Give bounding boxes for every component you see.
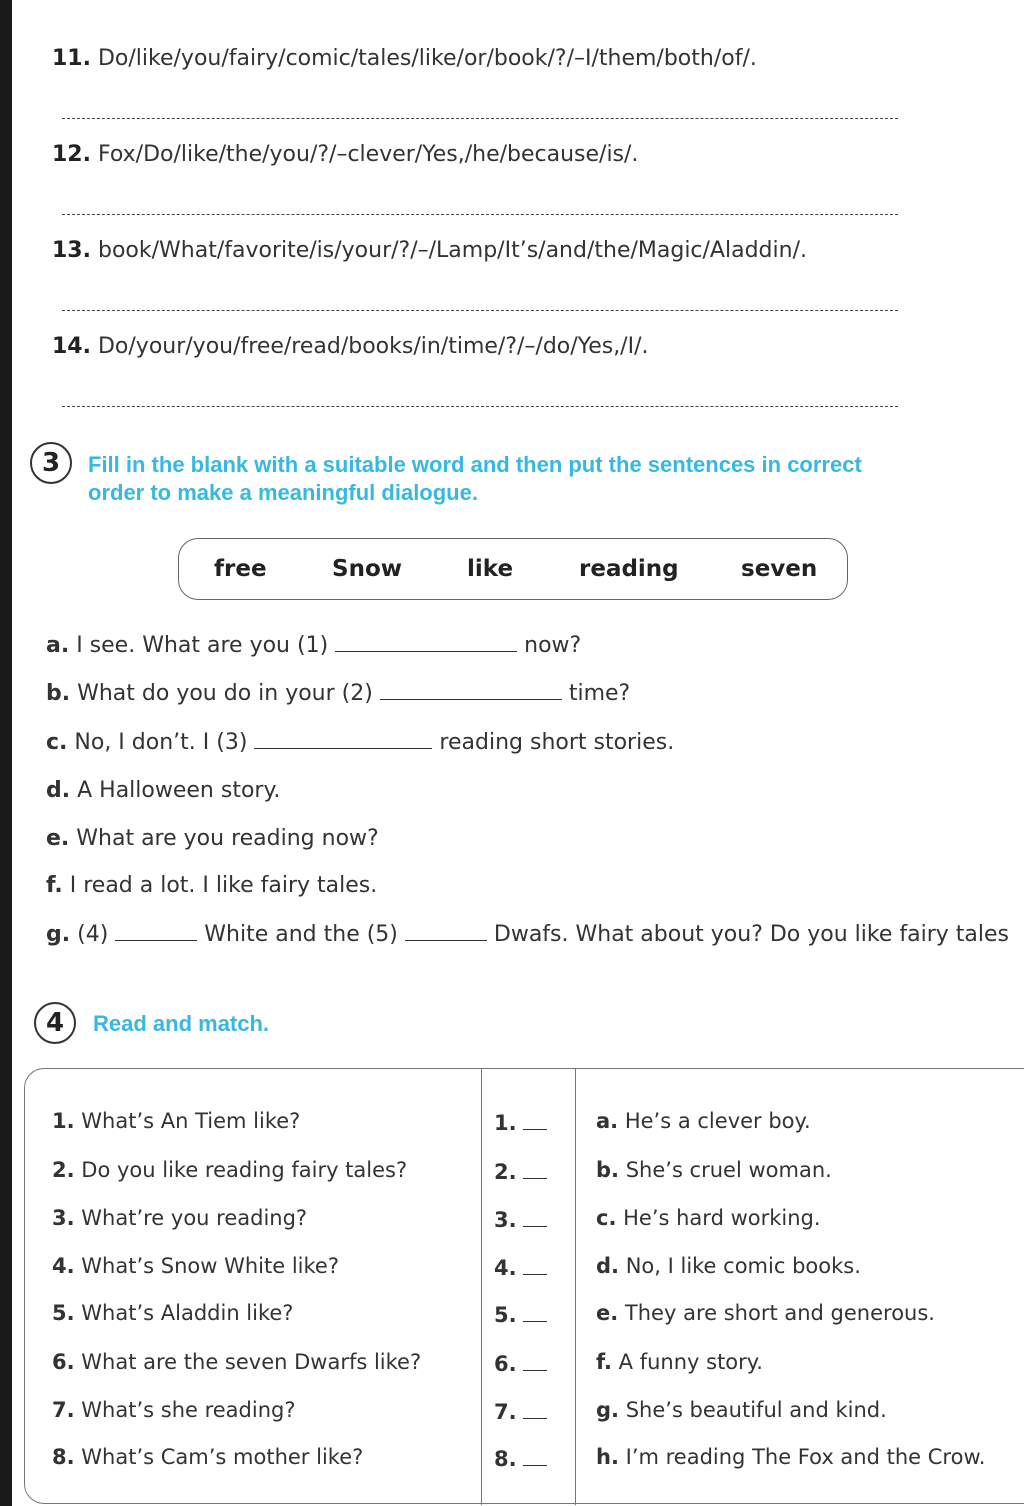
dialogue-line-e: e. What are you reading now? [46,826,379,851]
dialogue-line-g: g. (4) White and the (5) Dwafs. What about you? Do you like fairy tales [46,922,1009,947]
match-question: 5. What’s Aladdin like? [52,1301,294,1325]
word-snow: Snow [332,556,402,582]
dialogue-line-a: a. I see. What are you (1) now? [46,633,582,658]
answer-slot[interactable]: 7. [494,1400,547,1424]
word-reading: reading [579,556,679,582]
section-3-instruction: Fill in the blank with a suitable word and then put the sentences in correct order to make a meaningful dialogue. [88,452,862,505]
answer-line-12[interactable] [62,214,898,215]
match-divider-1 [481,1069,482,1505]
dialogue-line-f: f. I read a lot. I like fairy tales. [46,873,378,898]
word-like: like [467,556,514,582]
question-11: 11. Do/like/you/fairy/comic/tales/like/or/book/?/–I/them/both/of/. [52,46,757,71]
question-13: 13. book/What/favorite/is/your/?/–/Lamp/It’s/and/the/Magic/Aladdin/. [52,238,807,263]
match-answer: f. A funny story. [596,1350,763,1374]
answer-slot[interactable]: 1. [494,1111,547,1135]
answer-slot[interactable]: 5. [494,1303,547,1327]
match-question: 2. Do you like reading fairy tales? [52,1158,408,1182]
answer-slot[interactable]: 8. [494,1447,547,1471]
match-question: 8. What’s Cam’s mother like? [52,1445,364,1469]
dialogue-line-c: c. No, I don’t. I (3) reading short stories. [46,730,675,755]
blank-5[interactable] [405,939,487,941]
match-question: 3. What’re you reading? [52,1206,308,1230]
answer-slot[interactable]: 2. [494,1160,547,1184]
match-answer: d. No, I like comic books. [596,1254,861,1278]
blank-2[interactable] [380,698,562,700]
match-question: 4. What’s Snow White like? [52,1254,339,1278]
answer-line-13[interactable] [62,310,898,311]
blank-1[interactable] [335,650,517,652]
left-edge-bar [0,0,12,1506]
answer-slot[interactable]: 6. [494,1352,547,1376]
dialogue-line-b: b. What do you do in your (2) time? [46,681,631,706]
match-divider-2 [575,1069,576,1505]
question-12: 12. Fox/Do/like/the/you/?/–clever/Yes,/he/because/is/. [52,142,639,167]
section-4-title: Read and match. [93,1011,270,1036]
answer-slot[interactable]: 3. [494,1208,547,1232]
match-answer: b. She’s cruel woman. [596,1158,832,1182]
word-seven: seven [741,556,818,582]
section-3-number: 3 [30,442,72,484]
question-14: 14. Do/your/you/free/read/books/in/time/?/–/do/Yes,/I/. [52,334,649,359]
answer-line-11[interactable] [62,118,898,119]
word-bank [178,538,848,600]
dialogue-line-d: d. A Halloween story. [46,778,281,803]
match-answer: a. He’s a clever boy. [596,1109,811,1133]
match-answer: g. She’s beautiful and kind. [596,1398,887,1422]
answer-slot[interactable]: 4. [494,1256,547,1280]
word-free: free [214,556,267,582]
match-question: 7. What’s she reading? [52,1398,296,1422]
blank-3[interactable] [254,747,432,749]
match-question: 1. What’s An Tiem like? [52,1109,301,1133]
match-answer: h. I’m reading The Fox and the Crow. [596,1445,986,1469]
blank-4[interactable] [115,939,197,941]
section-4-number: 4 [34,1002,76,1044]
match-answer: c. He’s hard working. [596,1206,821,1230]
answer-line-14[interactable] [62,406,898,407]
match-answer: e. They are short and generous. [596,1301,935,1325]
match-question: 6. What are the seven Dwarfs like? [52,1350,422,1374]
